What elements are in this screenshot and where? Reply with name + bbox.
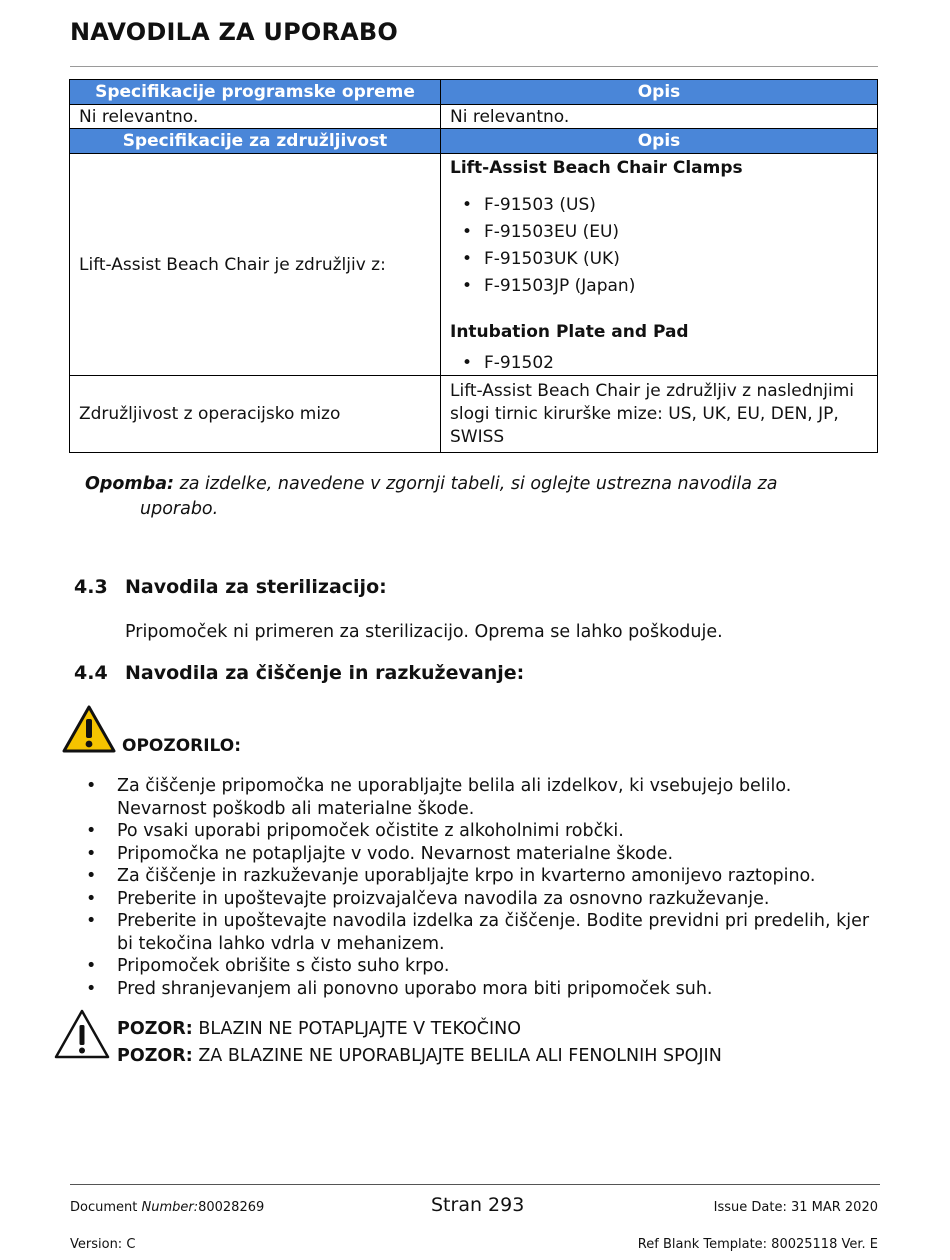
caution-label: POZOR: [117, 1046, 193, 1066]
footer-doc-number [70, 1200, 264, 1215]
software-desc-cell: Ni relevantno. [441, 105, 878, 129]
page-title: NAVODILA ZA UPORABO [70, 18, 399, 46]
warning-outline-icon [53, 1008, 111, 1060]
table-header-row [70, 80, 878, 105]
section-number: 4.3 [74, 576, 108, 598]
section-heading-cleaning [74, 662, 524, 684]
software-spec-header: Specifikacije programske opreme [70, 80, 441, 105]
warning-list [86, 775, 876, 1000]
list-item: • Preberite in upoštevajte proizvajalčeva navodila za osnovno razkuževanje. [86, 888, 876, 911]
table-row [70, 154, 878, 376]
caution-line-2 [117, 1046, 722, 1066]
list-item: • F-91503EU (EU) [484, 219, 868, 246]
table-header-row [70, 129, 878, 154]
footer-divider [70, 1184, 880, 1185]
list-item: • Po vsaki uporabi pripomoček očistite z alkoholnimi robčki. [86, 820, 876, 843]
list-item: • Za čiščenje in razkuževanje uporabljajte krpo in kvarterno amonijevo raztopino. [86, 865, 876, 888]
list-item: • Za čiščenje pripomočka ne uporabljajte belila ali izdelkov, ki vsebujejo belilo. Nevarnost poškodb ali materialne škode. [86, 775, 876, 820]
plate-list [450, 352, 868, 374]
table-compat-desc: Lift-Assist Beach Chair je združljiv z naslednjimi slogi tirnic kirurške mize: US, UK, EU, DEN, JP, SWISS [441, 376, 878, 453]
plate-heading: Intubation Plate and Pad [450, 322, 689, 342]
section-number: 4.4 [74, 662, 108, 684]
caution-label: POZOR: [117, 1019, 193, 1039]
note-label: Opomba: [85, 474, 174, 494]
clamps-list [450, 192, 868, 300]
list-item: • Pripomoček obrišite s čisto suho krpo. [86, 955, 876, 978]
section-heading-sterilization [74, 576, 387, 598]
section-title: Navodila za sterilizacijo: [125, 576, 387, 598]
list-item: • F-91503 (US) [484, 192, 868, 219]
footer-page-number: Stran 293 [431, 1194, 525, 1216]
compat-desc-cell [441, 154, 878, 376]
list-item: • Pripomočka ne potapljajte v vodo. Nevarnost materialne škode. [86, 843, 876, 866]
note-paragraph [85, 472, 845, 522]
table-row [70, 105, 878, 129]
list-item: • Preberite in upoštevajte navodila izdelka za čiščenje. Bodite previdni pri predelih, kjer bi tekočina lahko vdrla v mehanizem. [86, 910, 876, 955]
specification-table [69, 79, 878, 453]
doc-number-label: Document [70, 1200, 142, 1215]
footer-ref-template: Ref Blank Template: 80025118 Ver. E [637, 1237, 878, 1252]
header-divider [70, 66, 878, 67]
compat-row-label: Lift-Assist Beach Chair je združljiv z: [70, 154, 441, 376]
doc-number-value: 80028269 [198, 1200, 265, 1215]
caution-line-1 [117, 1019, 521, 1039]
list-item: • F-91503JP (Japan) [484, 273, 868, 300]
list-item: • F-91502 [484, 352, 868, 374]
doc-number-label-italic: Number: [141, 1200, 199, 1215]
warning-label: OPOZORILO: [122, 736, 242, 756]
note-text-cont: uporabo. [140, 499, 219, 519]
footer-issue-date: Issue Date: 31 MAR 2020 [713, 1200, 878, 1215]
software-value-cell: Ni relevantno. [70, 105, 441, 129]
compat-spec-header: Specifikacije za združljivost [70, 129, 441, 154]
note-text: za izdelke, navedene v zgornji tabeli, si oglejte ustrezna navodila za [174, 474, 778, 494]
software-desc-header: Opis [441, 80, 878, 105]
section-title: Navodila za čiščenje in razkuževanje: [125, 662, 525, 684]
list-item: • Pred shranjevanjem ali ponovno uporabo mora biti pripomoček suh. [86, 978, 876, 1001]
list-item: • F-91503UK (UK) [484, 246, 868, 273]
table-compat-label: Združljivost z operacijsko mizo [70, 376, 441, 453]
caution-text: BLAZIN NE POTAPLJAJTE V TEKOČINO [192, 1019, 522, 1039]
clamps-heading: Lift-Assist Beach Chair Clamps [450, 158, 743, 178]
footer-version: Version: C [70, 1237, 136, 1252]
caution-text: ZA BLAZINE NE UPORABLJAJTE BELILA ALI FENOLNIH SPOJIN [192, 1046, 722, 1066]
table-row [70, 376, 878, 453]
warning-yellow-icon [61, 704, 117, 754]
sterilization-text: Pripomoček ni primeren za sterilizacijo. Oprema se lahko poškoduje. [125, 622, 723, 642]
compat-desc-header: Opis [441, 129, 878, 154]
